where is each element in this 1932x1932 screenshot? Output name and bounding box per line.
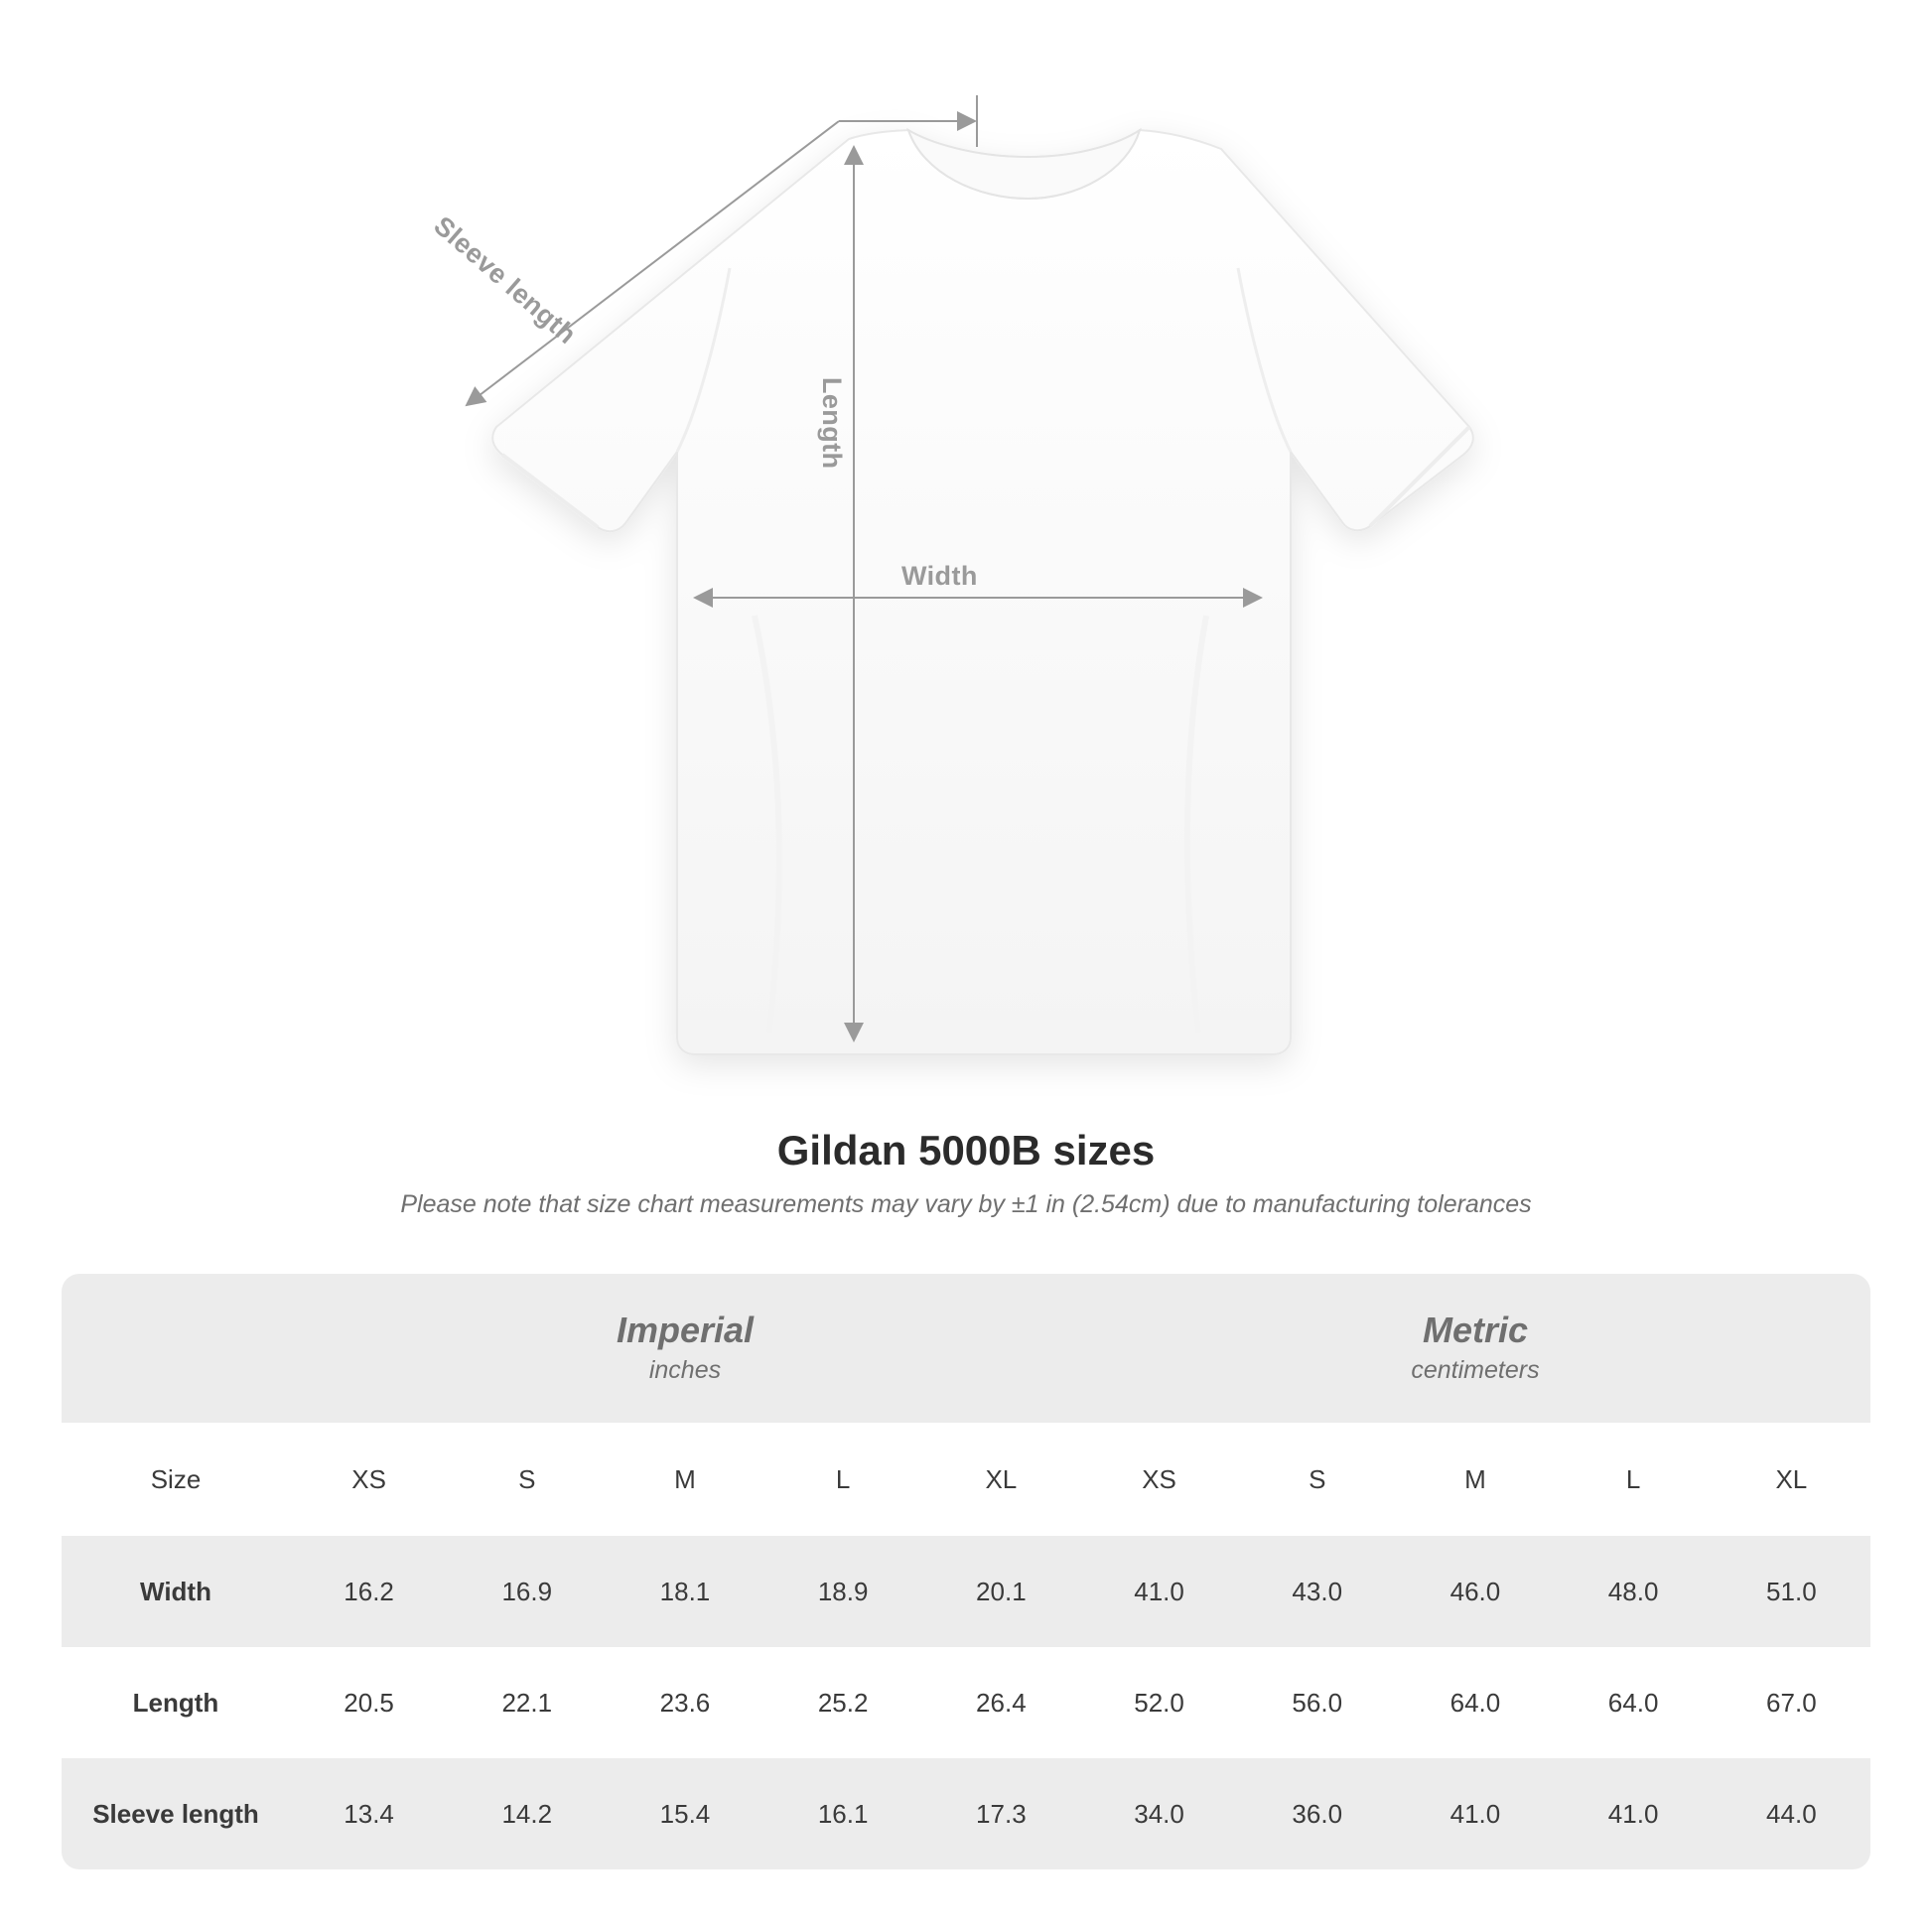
cell-sleeve-imperial-xs: 13.4 <box>290 1758 448 1869</box>
cell-width-metric-s: 43.0 <box>1238 1536 1396 1647</box>
column-header-metric-xl: XL <box>1713 1423 1870 1536</box>
cell-width-metric-l: 48.0 <box>1555 1536 1713 1647</box>
cell-sleeve-metric-s: 36.0 <box>1238 1758 1396 1869</box>
table-row <box>62 1536 1870 1647</box>
table-row <box>62 1758 1870 1869</box>
row-label-width: Width <box>62 1536 290 1647</box>
unit-group-imperial-sub: inches <box>648 1355 722 1384</box>
column-header-imperial-s: S <box>448 1423 606 1536</box>
cell-sleeve-metric-l: 41.0 <box>1555 1758 1713 1869</box>
cell-length-imperial-xs: 20.5 <box>290 1647 448 1758</box>
cell-length-metric-xs: 52.0 <box>1080 1647 1238 1758</box>
width-dimension-label: Width <box>901 561 978 591</box>
row-label-sleeve-length: Sleeve length <box>62 1758 290 1869</box>
length-dimension-label: Length <box>817 377 847 470</box>
column-header-imperial-xl: XL <box>922 1423 1080 1536</box>
column-header-size: Size <box>62 1423 290 1536</box>
unit-group-imperial <box>290 1274 1080 1423</box>
table-row <box>62 1647 1870 1758</box>
cell-length-metric-m: 64.0 <box>1396 1647 1554 1758</box>
page-title: Gildan 5000B sizes <box>776 1127 1156 1173</box>
column-header-metric-m: M <box>1396 1423 1554 1536</box>
cell-sleeve-metric-xl: 44.0 <box>1713 1758 1870 1869</box>
cell-width-metric-xl: 51.0 <box>1713 1536 1870 1647</box>
cell-length-imperial-m: 23.6 <box>606 1647 763 1758</box>
cell-length-metric-s: 56.0 <box>1238 1647 1396 1758</box>
cell-sleeve-imperial-m: 15.4 <box>606 1758 763 1869</box>
cell-width-imperial-xl: 20.1 <box>922 1536 1080 1647</box>
size-chart-table <box>62 1274 1870 1869</box>
column-header-imperial-m: M <box>606 1423 763 1536</box>
cell-length-metric-xl: 67.0 <box>1713 1647 1870 1758</box>
title-block <box>0 1127 1932 1219</box>
unit-group-imperial-name: Imperial <box>616 1309 754 1350</box>
column-header-imperial-l: L <box>764 1423 922 1536</box>
cell-sleeve-metric-xs: 34.0 <box>1080 1758 1238 1869</box>
cell-sleeve-metric-m: 41.0 <box>1396 1758 1554 1869</box>
unit-group-metric <box>1080 1274 1870 1423</box>
unit-spacer-cell <box>62 1274 290 1423</box>
cell-length-imperial-xl: 26.4 <box>922 1647 1080 1758</box>
cell-sleeve-imperial-xl: 17.3 <box>922 1758 1080 1869</box>
unit-group-row <box>62 1274 1870 1423</box>
cell-length-imperial-l: 25.2 <box>764 1647 922 1758</box>
cell-sleeve-imperial-s: 14.2 <box>448 1758 606 1869</box>
cell-width-imperial-l: 18.9 <box>764 1536 922 1647</box>
unit-group-metric-name: Metric <box>1422 1309 1528 1350</box>
row-label-length: Length <box>62 1647 290 1758</box>
tolerance-note: Please note that size chart measurements may vary by ±1 in (2.54cm) due to manufacturing tolerances <box>400 1190 1532 1218</box>
column-header-metric-l: L <box>1555 1423 1713 1536</box>
column-header-metric-xs: XS <box>1080 1423 1238 1536</box>
table-header-row <box>62 1423 1870 1536</box>
tshirt-shape <box>492 130 1473 1054</box>
cell-length-metric-l: 64.0 <box>1555 1647 1713 1758</box>
cell-width-imperial-xs: 16.2 <box>290 1536 448 1647</box>
unit-group-metric-sub: centimeters <box>1411 1355 1540 1384</box>
cell-width-metric-xs: 41.0 <box>1080 1536 1238 1647</box>
cell-length-imperial-s: 22.1 <box>448 1647 606 1758</box>
cell-sleeve-imperial-l: 16.1 <box>764 1758 922 1869</box>
cell-width-imperial-m: 18.1 <box>606 1536 763 1647</box>
cell-width-metric-m: 46.0 <box>1396 1536 1554 1647</box>
column-header-metric-s: S <box>1238 1423 1396 1536</box>
cell-width-imperial-s: 16.9 <box>448 1536 606 1647</box>
size-chart-table-wrap <box>62 1274 1870 1869</box>
sleeve-length-dimension-label: Sleeve length <box>428 210 583 350</box>
column-header-imperial-xs: XS <box>290 1423 448 1536</box>
